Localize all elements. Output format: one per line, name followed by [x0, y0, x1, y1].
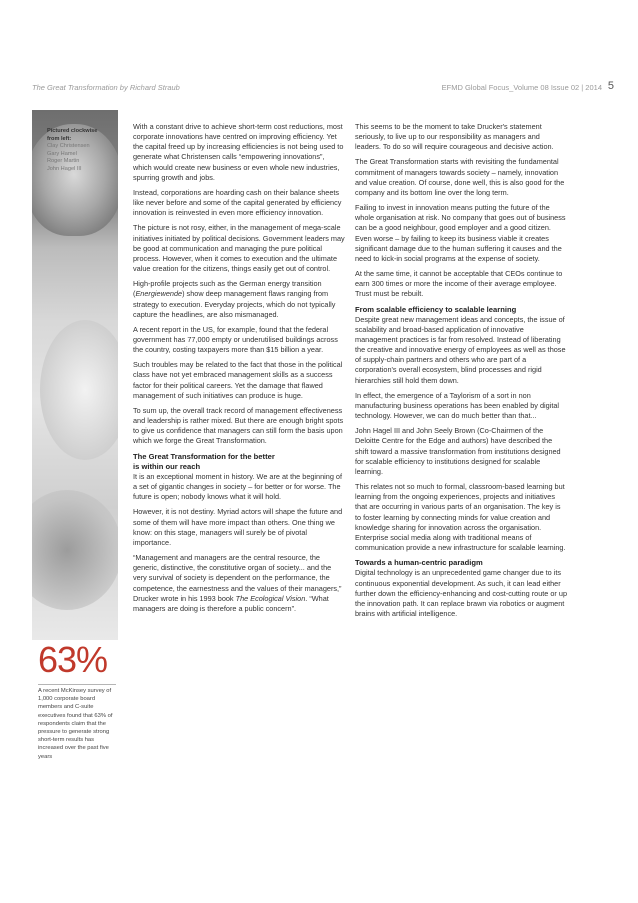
page-number: 5	[607, 80, 614, 92]
photo-blurred-area	[40, 320, 118, 460]
paragraph: It is an exceptional moment in history. We are at the beginning of a set of gigantic changes in society – for better or for worse. The future is open; nobody knows what it will hold.	[133, 471, 343, 502]
caption-title: from left:	[47, 135, 72, 142]
text-column-right	[355, 122, 567, 624]
caption-name: Gary Hamel	[47, 150, 77, 157]
paragraph: John Hagel III and John Seely Brown (Co-Chairmen of the Deloitte Centre for the Edge and authors) have described the shift toward a massive transformation from institutions designed for scalable efficiency to institutions designed for scalable learning.	[355, 426, 561, 476]
paragraph: With a constant drive to achieve short-term cost reductions, most corporate innovations have centred on improving efficiency. Yet the capital freed up by increasing efficiencies is not being used to generate what Christensen calls “empowering innovations”, which would create new business or even whole new industries, spurring growth and jobs.	[133, 122, 344, 182]
paragraph: The Great Transformation starts with revisiting the fundamental commitment of managers towards society – namely, innovation and value creation. Of course, done well, this is also good for the company and its bottom line over the long term.	[355, 157, 565, 197]
caption-name: John Hagel III	[47, 165, 82, 172]
paragraph: Instead, corporations are hoarding cash on their balance sheets like never before and some of the capital generated by efficiency innovation is reinvested in even more efficiency innovation.	[133, 187, 342, 218]
paragraph: High-profile projects such as the German energy transition (Energiewende) show deep management flaws ranging from strategy to execution. Everyday projects, which do not typically capture the headlines, are also mismanaged.	[133, 279, 336, 319]
header-journal-issue: EFMD Global Focus_Volume 08 Issue 02 | 2014	[441, 83, 602, 92]
stat-description: A recent McKinsey survey of 1,000 corporate board members and C-suite executives found that 63% of respondents claim that the pressure to generate strong short-term results has increased over the past five years	[38, 688, 113, 760]
paragraph: Such troubles may be related to the fact that those in the political class have not yet embraced management skills as a success factor for their political careers. Yet the damage that flawed management of such initiatives can produce is huge.	[133, 360, 343, 400]
photo-caption	[47, 128, 117, 174]
stat-number: 63%	[38, 639, 108, 680]
paragraph: Despite great new management ideas and concepts, the issue of scalability and broad-based application of innovative management practices is far from resolved. Instead of liberating the creative and innovative energy of employees as well as those of supply-chain partners and others who are part of a corporation's overall ecosystem, blind processes and rigid hierarchies still hold them down.	[355, 314, 566, 385]
running-header	[32, 80, 614, 94]
caption-name: Clay Christensen	[47, 143, 90, 150]
paragraph: The picture is not rosy, either, in the management of mega-scale initiatives initiated by political decisions. Government leaders may be good at communication and managing the pure political process. However, when it comes to execution and the ultimate value creation for the citizens, things easily get out of control.	[133, 223, 345, 274]
caption-name: Roger Martin	[47, 158, 80, 165]
header-article-title: The Great Transformation by Richard Straub	[32, 83, 180, 92]
paragraph: Digital technology is an unprecedented game changer due to its continuous exponential development. As such, it can lead either further down the efficiency-enhancing and cost-cutting route or up the innovation path. It can replace brawn via robotics or augment brains with artificial intelligence.	[355, 568, 568, 618]
text-column-left	[133, 122, 345, 619]
portrait-photo-strip	[32, 110, 118, 640]
paragraph: This seems to be the moment to take Drucker's statement seriously, to live up to our responsibility as managers and leaders. To do so will require courageous and decisive action.	[355, 122, 554, 152]
section-heading: Towards a human-centric paradigm	[355, 558, 483, 568]
paragraph: This relates not so much to formal, classroom-based learning but learning from the ongoing experiences, projects and initiatives that are occurring in various parts of an organisation. The key is to foster learning by connecting minds for value creation and knowledge sharing for innovation across the organisation. Enterprise social media along with traditional means of communication provide a new infrastructure for scalable learning.	[355, 482, 566, 552]
paragraph: “Management and managers are the central resource, the generic, distinctive, the constitutive organ of society... and the very survival of society is dependent on the performance, the competence, the earnestness and the values of their managers,” Drucker wrote in his 1993 book The Ecological Vision. “What managers are doing is therefore a public concern”.	[133, 553, 342, 613]
paragraph: To sum up, the overall track record of management effectiveness and leadership is rather mixed. But there are enough bright spots to give us confidence that managers can still form the basis upon which we forge the Great Transformation.	[133, 405, 344, 446]
paragraph: Failing to invest in innovation means putting the future of the whole organisation at risk. No company that goes out of business can be a good neighbour, good employer and a good citizen. Even worse – by failing to keep its business viable it creates significant damage due to the human suffering it causes and the need to kick-in social programs at the expense of society.	[355, 203, 566, 263]
paragraph: However, it is not destiny. Myriad actors will shape the future and some of them will have more impact than others. One thing we know: on this stage, managers will surely be of pivotal importance.	[133, 507, 343, 547]
photo-blurred-area	[32, 490, 118, 610]
paragraph: At the same time, it cannot be acceptable that CEOs continue to earn 300 times or more the income of their average employee. Trust must be rebuilt.	[355, 269, 563, 299]
caption-title: Pictured clockwise	[47, 128, 98, 134]
paragraph: In effect, the emergence of a Taylorism of a sort in non manufacturing business operations has been enabled by digital technology. However, we can do much better than that...	[355, 390, 560, 421]
section-heading: From scalable efficiency to scalable learning	[355, 304, 517, 314]
stat-divider	[38, 684, 116, 685]
paragraph: A recent report in the US, for example, found that the federal government has 77,000 empty or underutilised buildings across the country, costing taxpayers more than $15 billion a year.	[133, 324, 338, 355]
section-heading: The Great Transformation for the better is within our reach	[133, 451, 275, 471]
stat-callout	[38, 640, 118, 814]
